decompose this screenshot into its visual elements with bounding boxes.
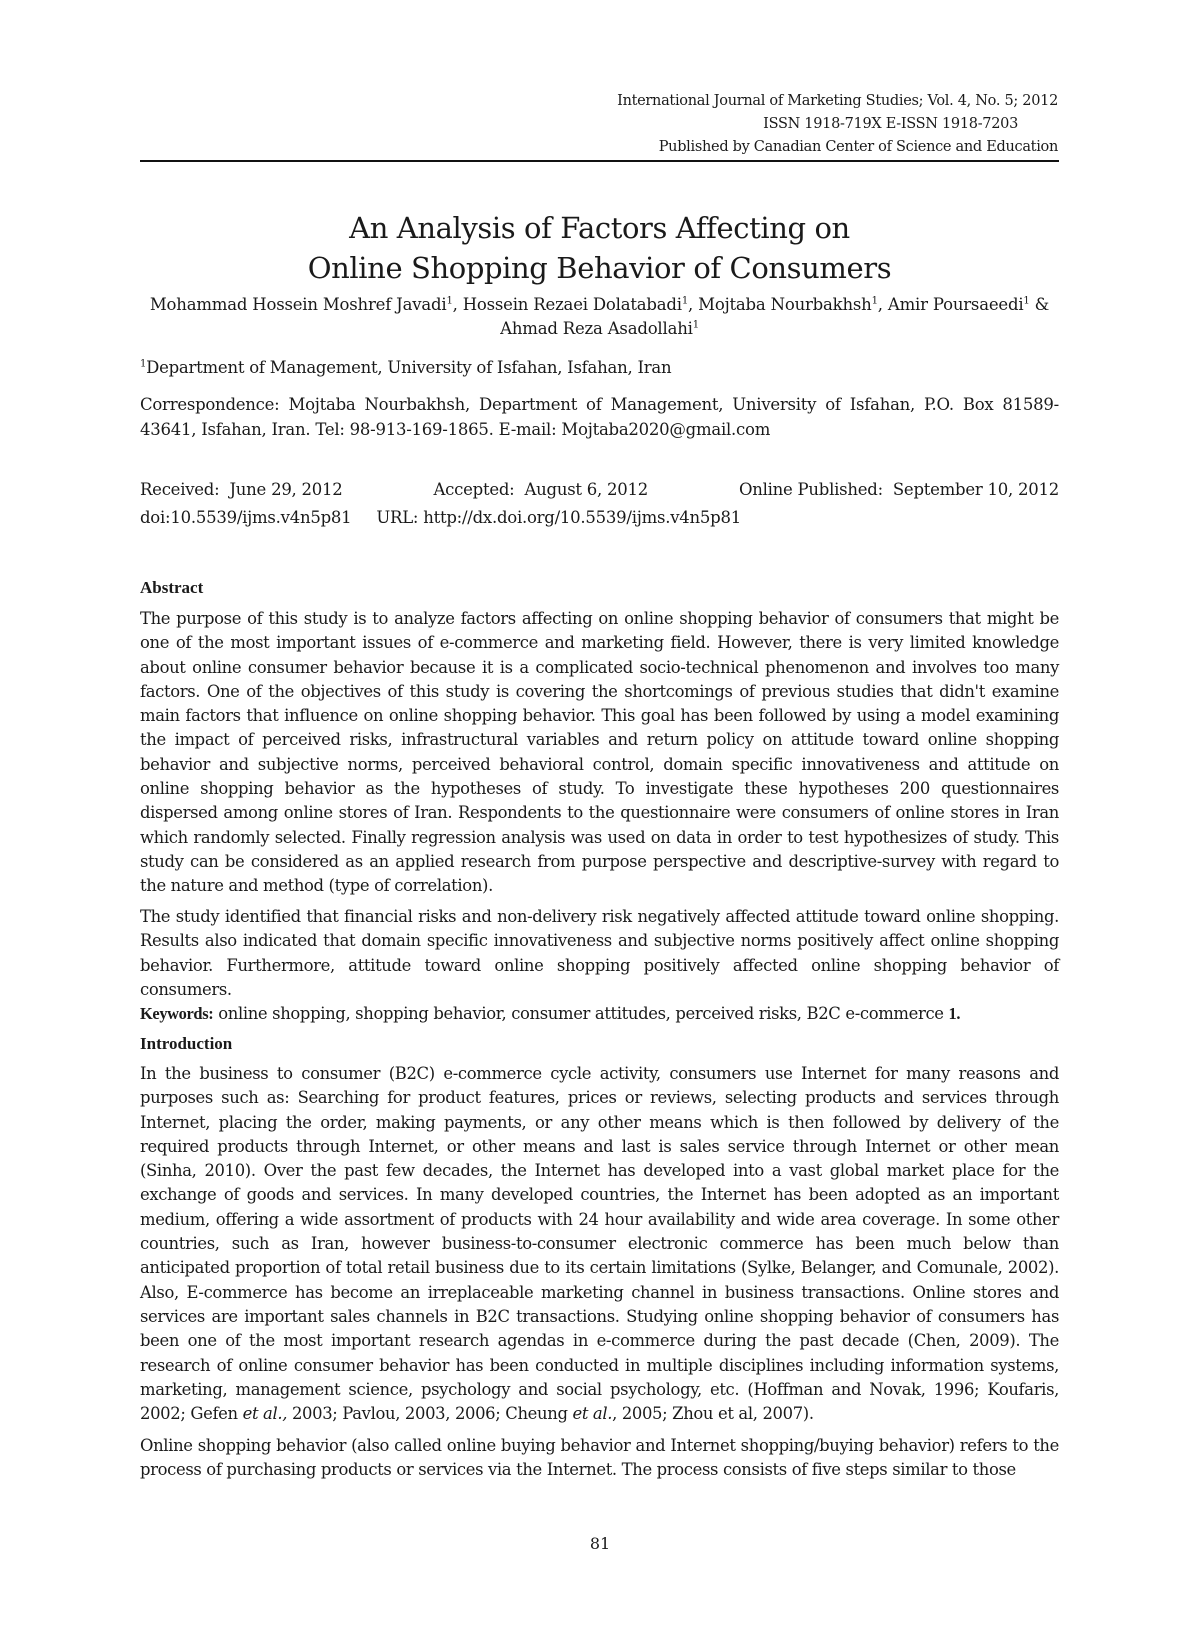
accepted-date: Accepted: August 6, 2012 <box>433 480 649 499</box>
issn-line: ISSN 1918-719X E-ISSN 1918-7203 <box>763 116 1018 132</box>
section-number: 1. <box>948 1004 961 1023</box>
publisher-line: Published by Canadian Center of Science and Education <box>658 139 1058 155</box>
abstract-paragraph-2: The study identified that financial risks and non-delivery risk negatively affected attitude toward online shopping. Results also indicated that domain specific innovativeness and subjective norms positively affect online shopping behavior. Furthermore, attitude toward online shopping positively affected online shopping behavior of consumers. <box>140 907 1059 999</box>
keywords <box>140 1002 1059 1026</box>
affiliation-mark: 1 <box>871 295 878 307</box>
author-name: Mojtaba Nourbakhsh <box>698 295 872 314</box>
journal-name: International Journal of Marketing Studies; Vol. 4, No. 5; 2012 <box>617 93 1058 109</box>
author-name: Mohammad Hossein Moshref Javadi <box>149 295 447 314</box>
abstract-paragraph-1: The purpose of this study is to analyze factors affecting on online shopping behavior of consumers that might be one of the most important issues of e-commerce and marketing field. However, there is very limited knowledge about online consumer behavior because it is a complicated socio-technical phenomenon and involves too many factors. One of the objectives of this study is covering the shortcomings of previous studies that didn't examine main factors that influence on online shopping behavior. This goal has been followed by using a model examining the impact of perceived risks, infrastructural variables and return policy on attitude toward online shopping behavior and subjective norms, perceived behavioral control, domain specific innovativeness and attitude on online shopping behavior as the hypotheses of study. To investigate these hypotheses 200 questionnaires dispersed among online stores of Iran. Respondents to the questionnaire were consumers of online stores in Iran which randomly selected. Finally regression analysis was used on data in order to test hypothesizes of study. This study can be considered as an applied research from purpose perspective and descriptive-survey with regard to the nature and method (type of correlation). <box>140 609 1059 896</box>
received-date: Received: June 29, 2012 <box>140 480 343 499</box>
author-name: Hossein Rezaei Dolatabadi <box>462 295 682 314</box>
doi-url[interactable]: URL: http://dx.doi.org/10.5539/ijms.v4n5p81 <box>376 508 741 527</box>
affiliation-text: Department of Management, University of Isfahan, Isfahan, Iran <box>146 358 672 377</box>
introduction-paragraph-2: Online shopping behavior (also called online buying behavior and Internet shopping/buying behavior) refers to the process of purchasing products or services via the Internet. The process consists of five steps similar to those <box>140 1436 1059 1480</box>
paper-title-line-2: Online Shopping Behavior of Consumers <box>307 251 892 285</box>
affiliation-mark: 1 <box>1023 295 1030 307</box>
affiliation-mark: 1 <box>140 358 147 370</box>
author-name: Ahmad Reza Asadollahi <box>500 319 693 338</box>
keywords-text: online shopping, shopping behavior, consumer attitudes, perceived risks, B2C e-commerce <box>218 1004 944 1023</box>
publication-dates <box>140 478 1059 503</box>
paper-title-line-1: An Analysis of Factors Affecting on <box>349 211 850 245</box>
author-name: Amir Poursaeedi <box>887 295 1024 314</box>
header-rule <box>140 160 1059 162</box>
introduction-paragraph-1: In the business to consumer (B2C) e-commerce cycle activity, consumers use Internet for many reasons and purposes such as: Searching for product features, prices or reviews, selecting products and services through Internet, placing the order, making payments, or any other means which is then followed by delivery of the required products through Internet, or other means and last is sales service through Internet or other mean (Sinha, 2010). Over the past few decades, the Internet has developed into a vast global market place for the exchange of goods and services. In many developed countries, the Internet has been adopted as an important medium, offering a wide assortment of products with 24 hour availability and wide area coverage. In some other countries, such as Iran, however business-to-consumer electronic commerce has been much below than anticipated proportion of total retail business due to its certain limitations (Sylke, Belanger, and Comunale, 2002). Also, E-commerce has become an irreplaceable marketing channel in business transactions. Online stores and services are important sales channels in B2C transactions. Studying online shopping behavior of consumers has been one of the most important research agendas in e-commerce during the past decade (Chen, 2009). The research of online consumer behavior has been conducted in multiple disciplines including information systems, marketing, management science, psychology and social psychology, etc. (Hoffman and Novak, 1996; Koufaris, 2002; Gefen et al., 2003; Pavlou, 2003, 2006; Cheung et al., 2005; Zhou et al, 2007). <box>140 1064 1059 1424</box>
affiliation-mark: 1 <box>446 295 453 307</box>
page-number: 81 <box>589 1534 611 1553</box>
author-list: Mohammad Hossein Moshref Javadi$^1$, Hossein Rezaei Dolatabadi$^1$, Mojtaba Nourbakhsh$^1$, Amir Poursaeedi$^1$ & Ahmad Reza Asadollahi$^1$ <box>149 295 1050 338</box>
affiliation-mark: 1 <box>681 295 689 307</box>
correspondence: Correspondence: Mojtaba Nourbakhsh, Department of Management, University of Isfahan, P.O. Box 81589-43641, Isfahan, Iran. Tel: 98-913-169-1865. E-mail: Mojtaba2020@gmail.com <box>140 395 1059 439</box>
abstract-heading: Abstract <box>140 578 204 597</box>
published-date: Online Published: September 10, 2012 <box>738 480 1059 499</box>
affiliation-mark: 1 <box>692 319 699 331</box>
introduction-heading: Introduction <box>140 1034 233 1053</box>
ampersand: & <box>1034 295 1050 314</box>
affiliation <box>140 356 1059 381</box>
doi-line <box>140 506 1059 531</box>
keywords-label: Keywords: <box>140 1004 214 1023</box>
doi: doi:10.5539/ijms.v4n5p81 <box>140 508 352 527</box>
